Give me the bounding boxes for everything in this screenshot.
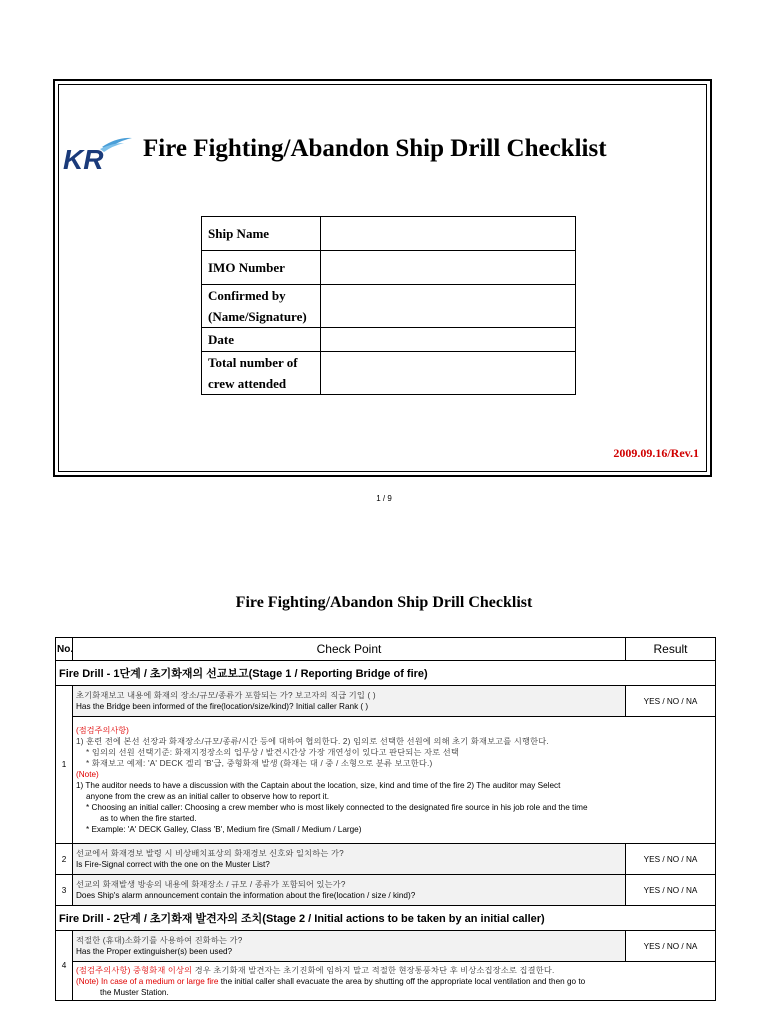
- note-eng-line: the Muster Station.: [100, 987, 169, 997]
- note-kor-label: (점검주의사항): [76, 965, 131, 975]
- logo-text: KR: [63, 144, 104, 173]
- note-kor-highlight: 중형화재 이상의: [133, 965, 193, 975]
- cover-frame: [53, 79, 712, 477]
- info-label: Ship Name: [202, 217, 321, 251]
- info-label: Total number of crew attended: [202, 352, 321, 395]
- note-eng-line: * Choosing an initial caller: Choosing a crew member who is most likely connected to the designated fire source in his job role and the time: [86, 803, 588, 812]
- table-row: [56, 931, 716, 962]
- note-kor-label: (점검주의사항): [76, 726, 129, 735]
- note-kor-line: * 임의의 선원 선택기준: 화재지정장소의 업무상 / 발견시간상 가장 개연성이 있다고 판단되는 자로 선택: [86, 748, 459, 757]
- crew-count-field[interactable]: [321, 352, 576, 395]
- kr-logo: [62, 135, 132, 173]
- revision-label: 2009.09.16/Rev.1: [613, 446, 699, 460]
- stage2-title: Fire Drill - 2단계 / 초기화재 발견자의 조치(Stage 2 / Initial actions to be taken by an initial caller): [56, 906, 716, 931]
- info-label: Date: [202, 328, 321, 352]
- result-cell[interactable]: YES / NO / NA: [626, 686, 716, 717]
- question-kor: 적절한 (휴대)소화기를 사용하여 진화하는 가?: [76, 936, 243, 945]
- section-row: [56, 661, 716, 686]
- info-row: [202, 352, 576, 395]
- table-row: [56, 875, 716, 906]
- note-eng-line: * Example: 'A' DECK Galley, Class 'B', Medium fire (Small / Medium / Large): [86, 825, 362, 834]
- header-result: Result: [626, 638, 716, 661]
- result-cell[interactable]: YES / NO / NA: [626, 875, 716, 906]
- note-row: [56, 717, 716, 844]
- note-kor-line: 1) 훈련 전에 본선 선장과 화재장소/규모/종류/시간 등에 대하여 협의한다. 2) 임의로 선택한 선원에 의해 초기 화재보고를 시행한다.: [76, 737, 549, 746]
- imo-number-field[interactable]: [321, 251, 576, 285]
- info-label: IMO Number: [202, 251, 321, 285]
- result-cell[interactable]: YES / NO / NA: [626, 931, 716, 962]
- header-no: No.: [56, 638, 73, 661]
- row-number: 1: [56, 686, 73, 844]
- confirmed-by-field[interactable]: [321, 285, 576, 328]
- note-eng-line: as to when the fire started.: [100, 814, 197, 823]
- cover-inner-frame: [58, 84, 707, 472]
- note-eng-line: 1) The auditor needs to have a discussion with the Captain about the location, size, kind and time of the fire 2) The auditor may Select: [76, 781, 561, 790]
- page-number: 1 / 9: [376, 494, 392, 503]
- note-label: (Note): [76, 976, 99, 986]
- stage1-title: Fire Drill - 1단계 / 초기화재의 선교보고(Stage 1 / Reporting Bridge of fire): [56, 661, 716, 686]
- note-label: (Note): [76, 770, 99, 779]
- ship-name-field[interactable]: [321, 217, 576, 251]
- table-header-row: [56, 638, 716, 661]
- info-row: [202, 251, 576, 285]
- date-field[interactable]: [321, 328, 576, 352]
- checklist-title: Fire Fighting/Abandon Ship Drill Checklist: [235, 594, 533, 611]
- question-eng: Is Fire-Signal correct with the one on the Muster List?: [76, 860, 270, 869]
- info-row: [202, 285, 576, 328]
- info-row: [202, 217, 576, 251]
- cover-title: Fire Fighting/Abandon Ship Drill Checklist: [143, 135, 607, 162]
- row-number: 2: [56, 844, 73, 875]
- note-eng-text: the initial caller shall evacuate the area by shutting off the appropriate local ventilation and then go to: [220, 976, 586, 986]
- ship-info-table: [201, 216, 576, 395]
- question-kor: 선교에서 화재경보 발령 시 비상배치표상의 화재경보 신호와 일치하는 가?: [76, 849, 344, 858]
- question-eng: Does Ship's alarm announcement contain the information about the fire(location / size / kind)?: [76, 891, 416, 900]
- question-kor: 선교의 화재발생 방송의 내용에 화재장소 / 규모 / 종류가 포함되어 있는가?: [76, 880, 346, 889]
- result-cell[interactable]: YES / NO / NA: [626, 844, 716, 875]
- info-row: [202, 328, 576, 352]
- section-row: [56, 906, 716, 931]
- note-row: [56, 962, 716, 1001]
- table-row: [56, 844, 716, 875]
- info-label: Confirmed by (Name/Signature): [202, 285, 321, 328]
- checklist-table: [55, 637, 716, 1001]
- note-eng-highlight: In case of a medium or large fire: [101, 976, 219, 986]
- kr-logo-mark: [62, 135, 132, 173]
- row-number: 3: [56, 875, 73, 906]
- question-eng: Has the Bridge been informed of the fire(location/size/kind)? Initial caller Rank ( ): [76, 702, 369, 711]
- header-check-point: Check Point: [73, 638, 626, 661]
- note-kor-text: 경우 초기화재 발견자는 초기진화에 임하지 말고 적절한 현장통풍차단 후 비상소집장소로 집결한다.: [194, 965, 555, 975]
- question-eng: Has the Proper extinguisher(s) been used?: [76, 947, 233, 956]
- table-row: [56, 686, 716, 717]
- note-kor-line: * 화재보고 예제: 'A' DECK 겔리 'B'급, 중형화재 발생 (화재는 대 / 중 / 소형으로 분류 보고한다.): [86, 759, 433, 768]
- row-number: 4: [56, 931, 73, 1001]
- note-eng-line: anyone from the crew as an initial caller to observe how to report it.: [86, 792, 330, 801]
- question-kor: 초기화재보고 내용에 화재의 장소/규모/종류가 포함되는 가? 보고자의 직급 기입 ( ): [76, 691, 376, 700]
